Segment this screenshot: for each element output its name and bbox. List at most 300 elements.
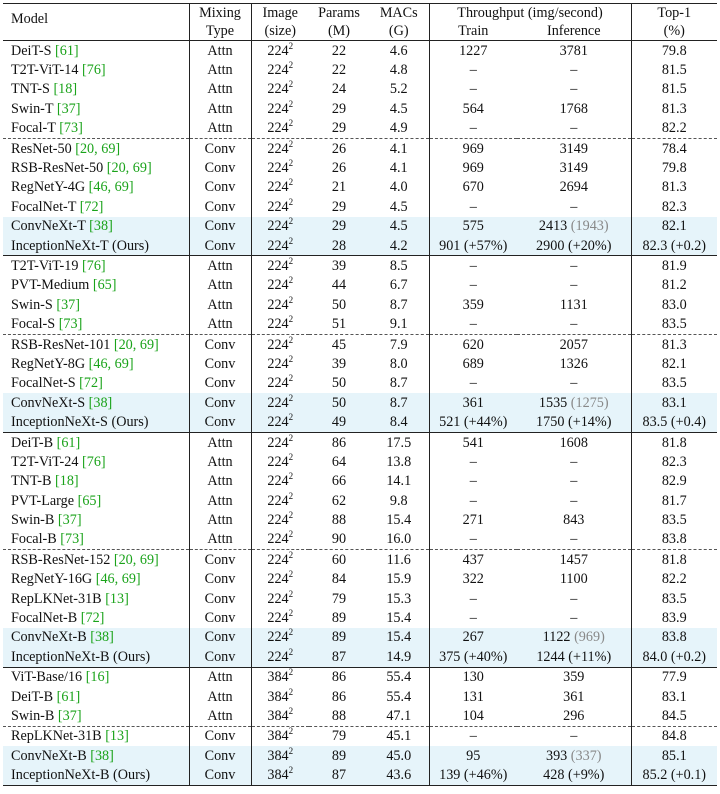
throughput-inference-cell — [517, 667, 631, 687]
throughput-inference-cell — [517, 589, 631, 608]
params: 29 — [331, 100, 347, 117]
squared-exponent: 2 — [288, 432, 294, 443]
table-row — [3, 314, 717, 334]
throughput-train: – — [429, 491, 517, 510]
params: 87 — [309, 765, 369, 785]
squared-exponent: 2 — [288, 158, 294, 169]
macs: 13.8 — [386, 453, 412, 470]
params: 60 — [309, 550, 369, 570]
mixing-type: Attn — [207, 81, 233, 98]
throughput-inference-cell — [517, 374, 631, 393]
squared-exponent: 2 — [288, 529, 294, 540]
throughput-inference: – — [570, 492, 578, 509]
model-cell — [3, 510, 189, 529]
image-size-cell — [251, 393, 309, 412]
macs: 4.6 — [369, 41, 429, 61]
image-size-cell — [251, 687, 309, 706]
top1-accuracy: 83.5 — [631, 374, 717, 393]
model-name: ConvNeXt-T — [11, 218, 86, 235]
throughput-inference: 3149 — [559, 140, 588, 157]
header-top1-line1: Top-1 — [631, 4, 717, 23]
throughput-inference: 359 — [563, 669, 585, 686]
top1-accuracy: 79.8 — [631, 158, 717, 177]
citation: [37] — [56, 296, 80, 313]
throughput-train: – — [429, 530, 517, 550]
params: 89 — [309, 628, 369, 647]
top1-accuracy: 83.5 — [631, 510, 717, 529]
mixing-type: Attn — [189, 41, 251, 61]
image-size-cell — [251, 608, 309, 627]
throughput-inference-cell — [517, 746, 631, 765]
throughput-train: 564 — [429, 99, 517, 118]
table-row — [3, 80, 717, 99]
macs: 8.7 — [369, 393, 429, 412]
image-size-cell — [251, 667, 309, 687]
header-inference: Inference — [517, 22, 631, 41]
macs: 14.9 — [369, 647, 429, 667]
image-size: 224 — [267, 492, 289, 509]
mixing-type: Attn — [207, 707, 233, 724]
model-name: Focal-T — [11, 120, 56, 137]
throughput-inference: – — [570, 120, 578, 137]
throughput-inference: – — [570, 277, 578, 294]
throughput-inference: 3149 — [559, 160, 588, 177]
table-row — [3, 452, 717, 471]
citation: [20, 69] — [113, 551, 159, 568]
model-cell — [3, 314, 189, 334]
top1-accuracy: 82.2 — [631, 570, 717, 589]
model-name: Swin-B — [11, 512, 55, 529]
table-row — [3, 667, 717, 687]
squared-exponent: 2 — [288, 726, 294, 737]
mixing-type: Conv — [189, 393, 251, 412]
model-cell — [3, 374, 189, 393]
table-row — [3, 178, 717, 197]
model-cell — [3, 608, 189, 627]
image-size: 224 — [267, 394, 289, 411]
citation: [72] — [80, 610, 105, 627]
image-size-cell — [251, 589, 309, 608]
mixing-type: Conv — [204, 355, 236, 372]
model-cell — [3, 667, 189, 687]
macs: 4.0 — [389, 179, 408, 196]
macs: 45.0 — [369, 746, 429, 765]
mixing-type: Attn — [207, 688, 233, 705]
model-cell — [3, 550, 189, 570]
params: 88 — [331, 707, 347, 724]
citation: [65] — [77, 492, 102, 509]
image-size-cell — [251, 80, 309, 99]
top1-accuracy: 83.1 — [631, 393, 717, 412]
table-row — [3, 491, 717, 510]
mixing-type: Conv — [189, 765, 251, 785]
image-size: 224 — [267, 237, 289, 254]
throughput-inference: – — [570, 375, 578, 392]
header-image-line1: Image — [251, 4, 309, 23]
model-name: FocalNet-T — [11, 198, 77, 215]
params: 90 — [331, 531, 347, 548]
squared-exponent: 2 — [288, 490, 294, 501]
throughput-train: 901 (+57%) — [429, 236, 517, 256]
image-size-cell — [251, 726, 309, 746]
table-row — [3, 119, 717, 139]
throughput-inference-cell — [517, 217, 631, 236]
macs: 8.7 — [389, 375, 408, 392]
macs: 11.6 — [369, 550, 429, 570]
table-row — [3, 354, 717, 373]
throughput-inference-cell — [517, 197, 631, 216]
throughput-inference-cell — [517, 99, 631, 118]
model-cell — [3, 354, 189, 373]
citation: [38] — [90, 629, 114, 646]
throughput-train: 521 (+44%) — [429, 412, 517, 432]
params: 86 — [309, 432, 369, 452]
throughput-inference: 428 (+9%) — [543, 767, 605, 784]
mixing-type: Attn — [207, 453, 233, 470]
inference-reference: (969) — [574, 629, 605, 646]
image-size: 224 — [267, 434, 289, 451]
mixing-type: Attn — [207, 492, 233, 509]
model-cell — [3, 412, 189, 432]
macs: 4.2 — [369, 236, 429, 256]
throughput-inference-cell — [517, 60, 631, 79]
citation: [20, 69] — [113, 336, 159, 353]
params: 29 — [309, 217, 369, 236]
model-name: Swin-S — [11, 296, 53, 313]
throughput-inference-cell — [517, 472, 631, 491]
image-size-cell — [251, 158, 309, 177]
throughput-inference-cell — [517, 726, 631, 746]
model-cell — [3, 276, 189, 295]
model-name: ConvNeXt-S — [11, 394, 86, 411]
top1-accuracy: 81.8 — [631, 550, 717, 570]
citation: [16] — [85, 669, 110, 686]
image-size-cell — [251, 99, 309, 118]
image-size: 224 — [267, 355, 289, 372]
squared-exponent: 2 — [288, 373, 294, 384]
squared-exponent: 2 — [288, 451, 294, 462]
throughput-inference: – — [570, 728, 578, 745]
model-name: InceptionNeXt-T (Ours) — [11, 237, 150, 254]
table-row — [3, 726, 717, 746]
throughput-train: 437 — [429, 550, 517, 570]
image-size: 224 — [267, 551, 289, 568]
throughput-inference-cell — [517, 119, 631, 139]
squared-exponent: 2 — [288, 392, 294, 403]
model-cell — [3, 119, 189, 139]
params: 49 — [309, 412, 369, 432]
mixing-type: Attn — [189, 256, 251, 276]
image-size-cell — [251, 256, 309, 276]
macs: 8.0 — [389, 355, 408, 372]
top1-accuracy: 82.1 — [631, 217, 717, 236]
top1-accuracy: 83.8 — [631, 628, 717, 647]
squared-exponent: 2 — [288, 646, 294, 657]
macs: 4.5 — [389, 100, 408, 117]
model-name: ViT-Base/16 — [11, 669, 83, 686]
image-size: 224 — [267, 590, 289, 607]
table-row — [3, 550, 717, 570]
macs: 15.9 — [386, 571, 412, 588]
throughput-inference: – — [570, 590, 578, 607]
throughput-train: 620 — [429, 334, 517, 354]
params: 26 — [309, 138, 369, 158]
image-size-cell — [251, 452, 309, 471]
macs: 5.2 — [389, 81, 408, 98]
params: 39 — [331, 355, 347, 372]
mixing-type: Conv — [189, 746, 251, 765]
header-mixing-line2: Type — [189, 22, 251, 41]
mixing-type: Attn — [207, 120, 233, 137]
throughput-train: – — [429, 80, 517, 99]
params: 39 — [309, 256, 369, 276]
throughput-inference: – — [570, 198, 578, 215]
model-name: Focal-S — [11, 316, 56, 333]
model-name: RSB-ResNet-101 — [11, 336, 111, 353]
macs: 6.7 — [389, 277, 408, 294]
squared-exponent: 2 — [288, 255, 294, 266]
throughput-train: 139 (+46%) — [429, 765, 517, 785]
citation: [61] — [55, 42, 79, 59]
squared-exponent: 2 — [288, 471, 294, 482]
citation: [38] — [88, 394, 113, 411]
params: 88 — [331, 512, 347, 529]
throughput-train: 541 — [429, 432, 517, 452]
header-mixing-line1: Mixing — [189, 4, 251, 23]
model-name: FocalNet-B — [11, 610, 78, 627]
image-size-cell — [251, 138, 309, 158]
throughput-inference-cell — [517, 570, 631, 589]
model-name: RSB-ResNet-50 — [11, 160, 104, 177]
model-cell — [3, 746, 189, 765]
top1-accuracy: 81.3 — [631, 334, 717, 354]
params: 62 — [331, 492, 347, 509]
image-size: 384 — [267, 767, 289, 784]
model-name: DeiT-S — [11, 42, 52, 59]
top1-accuracy: 84.8 — [631, 726, 717, 746]
macs: 14.1 — [386, 473, 412, 490]
macs: 8.4 — [369, 412, 429, 432]
throughput-inference-cell — [517, 628, 631, 647]
throughput-inference-cell — [517, 158, 631, 177]
citation: [38] — [89, 218, 113, 235]
image-size: 224 — [267, 296, 289, 313]
params: 66 — [331, 473, 347, 490]
table-header — [3, 4, 717, 41]
params: 50 — [331, 375, 347, 392]
throughput-inference: 3781 — [559, 42, 588, 59]
image-size: 384 — [267, 747, 289, 764]
citation: [76] — [82, 453, 106, 470]
table-row — [3, 589, 717, 608]
throughput-inference: 1100 — [559, 571, 588, 588]
mixing-type: Attn — [207, 473, 233, 490]
throughput-inference-cell — [517, 765, 631, 785]
throughput-inference-cell — [517, 138, 631, 158]
model-name: RepLKNet-31B — [11, 728, 102, 745]
throughput-inference: 2900 (+20%) — [536, 237, 612, 254]
throughput-train: – — [429, 197, 517, 216]
image-size-cell — [251, 41, 309, 61]
image-size-cell — [251, 354, 309, 373]
macs: 15.4 — [369, 628, 429, 647]
citation: [61] — [56, 688, 81, 705]
model-name: TNT-S — [11, 81, 50, 98]
top1-accuracy: 79.8 — [631, 41, 717, 61]
mixing-type: Conv — [189, 628, 251, 647]
model-cell — [3, 256, 189, 276]
citation: [72] — [79, 198, 104, 215]
image-size: 224 — [267, 218, 289, 235]
throughput-train: 689 — [429, 354, 517, 373]
image-size-cell — [251, 178, 309, 197]
image-size: 224 — [267, 160, 289, 177]
throughput-inference: 1326 — [559, 355, 588, 372]
throughput-train: – — [429, 608, 517, 627]
top1-accuracy: 82.3 — [631, 452, 717, 471]
model-name: TNT-B — [11, 473, 52, 490]
params: 29 — [331, 198, 347, 215]
header-model: Model — [3, 4, 189, 41]
top1-accuracy: 83.9 — [631, 608, 717, 627]
model-name: T2T-ViT-24 — [11, 453, 79, 470]
throughput-inference: 2057 — [559, 336, 588, 353]
throughput-inference-cell — [517, 256, 631, 276]
squared-exponent: 2 — [288, 177, 294, 188]
top1-accuracy: 81.3 — [631, 178, 717, 197]
citation: [46, 69] — [95, 571, 141, 588]
image-size-cell — [251, 119, 309, 139]
image-size: 224 — [267, 81, 289, 98]
image-size-cell — [251, 570, 309, 589]
model-cell — [3, 41, 189, 61]
model-name: RegNetY-16G — [11, 571, 93, 588]
throughput-train: 670 — [429, 178, 517, 197]
model-name: ConvNeXt-B — [11, 629, 87, 646]
top1-accuracy: 83.5 — [631, 589, 717, 608]
model-cell — [3, 60, 189, 79]
table-row — [3, 295, 717, 314]
image-size: 224 — [267, 610, 289, 627]
squared-exponent: 2 — [288, 608, 294, 619]
model-cell — [3, 530, 189, 550]
top1-accuracy: 83.1 — [631, 687, 717, 706]
params: 21 — [331, 179, 347, 196]
table-row — [3, 334, 717, 354]
model-name: RepLKNet-31B — [11, 590, 102, 607]
top1-accuracy: 82.3 (+0.2) — [631, 236, 717, 256]
model-name: ResNet-50 — [11, 140, 72, 157]
citation: [37] — [57, 707, 82, 724]
throughput-inference: – — [570, 453, 578, 470]
mixing-type: Conv — [189, 412, 251, 432]
throughput-inference-cell — [517, 295, 631, 314]
inference-reference: (1943) — [570, 218, 609, 235]
top1-accuracy: 84.0 (+0.2) — [631, 647, 717, 667]
image-size-cell — [251, 236, 309, 256]
squared-exponent: 2 — [288, 353, 294, 364]
model-name: FocalNet-S — [11, 375, 76, 392]
citation: [13] — [105, 728, 129, 745]
throughput-inference-cell — [517, 314, 631, 334]
citation: [73] — [60, 531, 84, 548]
macs: 15.4 — [386, 512, 412, 529]
model-name: InceptionNeXt-S (Ours) — [11, 414, 149, 431]
throughput-train: – — [429, 60, 517, 79]
citation: [37] — [56, 100, 81, 117]
top1-accuracy: 82.3 — [631, 197, 717, 216]
citation: [73] — [58, 316, 83, 333]
throughput-train: – — [429, 119, 517, 139]
top1-accuracy: 83.5 — [631, 314, 717, 334]
macs: 55.4 — [386, 688, 412, 705]
table-row — [3, 706, 717, 726]
mixing-type: Conv — [189, 236, 251, 256]
model-cell — [3, 138, 189, 158]
mixing-type: Conv — [204, 571, 236, 588]
citation: [76] — [82, 62, 106, 79]
squared-exponent: 2 — [288, 314, 294, 325]
top1-accuracy: 81.2 — [631, 276, 717, 295]
header-image-line2: (size) — [251, 22, 309, 41]
throughput-inference: 1244 (+11%) — [536, 648, 612, 665]
citation: [61] — [56, 434, 81, 451]
throughput-train: 359 — [429, 295, 517, 314]
mixing-type: Attn — [189, 667, 251, 687]
table-row — [3, 99, 717, 118]
table-row — [3, 412, 717, 432]
mixing-type: Conv — [204, 610, 236, 627]
top1-accuracy: 81.5 — [631, 60, 717, 79]
mixing-type: Attn — [189, 432, 251, 452]
top1-accuracy: 84.5 — [631, 706, 717, 726]
header-throughput: Throughput (img/second) — [429, 4, 631, 23]
throughput-inference-cell — [517, 412, 631, 432]
header-params-line1: Params — [309, 4, 369, 23]
top1-accuracy: 82.1 — [631, 354, 717, 373]
throughput-inference: 296 — [563, 707, 585, 724]
macs: 15.4 — [386, 610, 412, 627]
squared-exponent: 2 — [288, 765, 294, 776]
model-name: PVT-Medium — [11, 277, 90, 294]
image-size-cell — [251, 510, 309, 529]
mixing-type: Conv — [204, 179, 236, 196]
image-size: 224 — [267, 375, 289, 392]
throughput-inference: – — [570, 531, 578, 548]
image-size-cell — [251, 472, 309, 491]
model-cell — [3, 158, 189, 177]
top1-accuracy: 81.8 — [631, 432, 717, 452]
mixing-type: Conv — [204, 160, 236, 177]
throughput-inference-cell — [517, 80, 631, 99]
throughput-inference-cell — [517, 452, 631, 471]
params: 79 — [331, 590, 347, 607]
throughput-inference: 1131 — [559, 296, 588, 313]
macs: 7.9 — [369, 334, 429, 354]
image-size-cell — [251, 628, 309, 647]
model-cell — [3, 334, 189, 354]
squared-exponent: 2 — [288, 686, 294, 697]
throughput-train: – — [429, 314, 517, 334]
table-row — [3, 510, 717, 529]
squared-exponent: 2 — [288, 705, 294, 716]
image-size-cell — [251, 432, 309, 452]
throughput-train: 131 — [429, 687, 517, 706]
model-name: DeiT-B — [11, 434, 54, 451]
params: 45 — [309, 334, 369, 354]
image-size: 224 — [267, 571, 289, 588]
params: 22 — [331, 62, 347, 79]
